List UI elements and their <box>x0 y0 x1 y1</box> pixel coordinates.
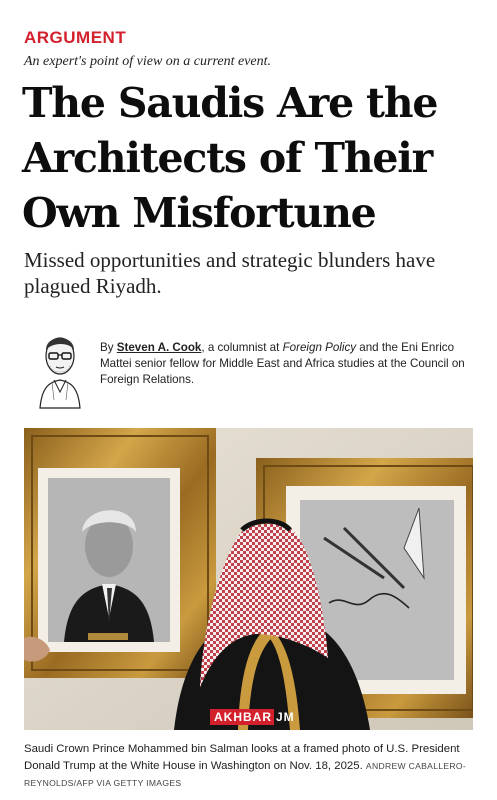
section-label[interactable]: ARGUMENT <box>24 28 127 47</box>
photo-credit: ANDREW CABALLERO-REYNOLDS/AFP VIA GETTY IMAGES <box>24 761 467 788</box>
subheadline-line: plagued Riyadh. <box>24 274 162 298</box>
byline-text: By Steven A. Cook, a columnist at Foreign Policy and the Eni Enrico Mattei senior fellow for Middle East and Africa studies at the Council on Foreign Relations. <box>100 341 465 386</box>
byline-section <box>24 318 474 414</box>
photo-caption: Saudi Crown Prince Mohammed bin Salman looks at a framed photo of U.S. President Donald Trump at the White House in Washington on Nov. 18, 2025. ANDREW CABALLERO-REYNOLDS/AFP VIA GETTY IMAGES <box>24 743 467 788</box>
author-link[interactable]: Steven A. Cook <box>116 341 202 354</box>
photo-watermark: AKHBAR JM <box>210 710 297 724</box>
headline <box>22 76 472 241</box>
headline-line: The Saudis Are the <box>22 79 438 127</box>
lead-photo <box>24 428 473 730</box>
publication-name: Foreign Policy <box>282 341 357 354</box>
section-description: An expert's point of view on a current event. <box>24 54 272 69</box>
lead-photo-illustration <box>24 428 473 730</box>
headline-line: Own Misfortune <box>22 189 376 237</box>
headline-line: Architects of Their <box>22 134 433 182</box>
subheadline-line: Missed opportunities and strategic blunders have <box>24 248 436 272</box>
subheadline <box>24 247 474 299</box>
author-avatar <box>32 322 88 410</box>
